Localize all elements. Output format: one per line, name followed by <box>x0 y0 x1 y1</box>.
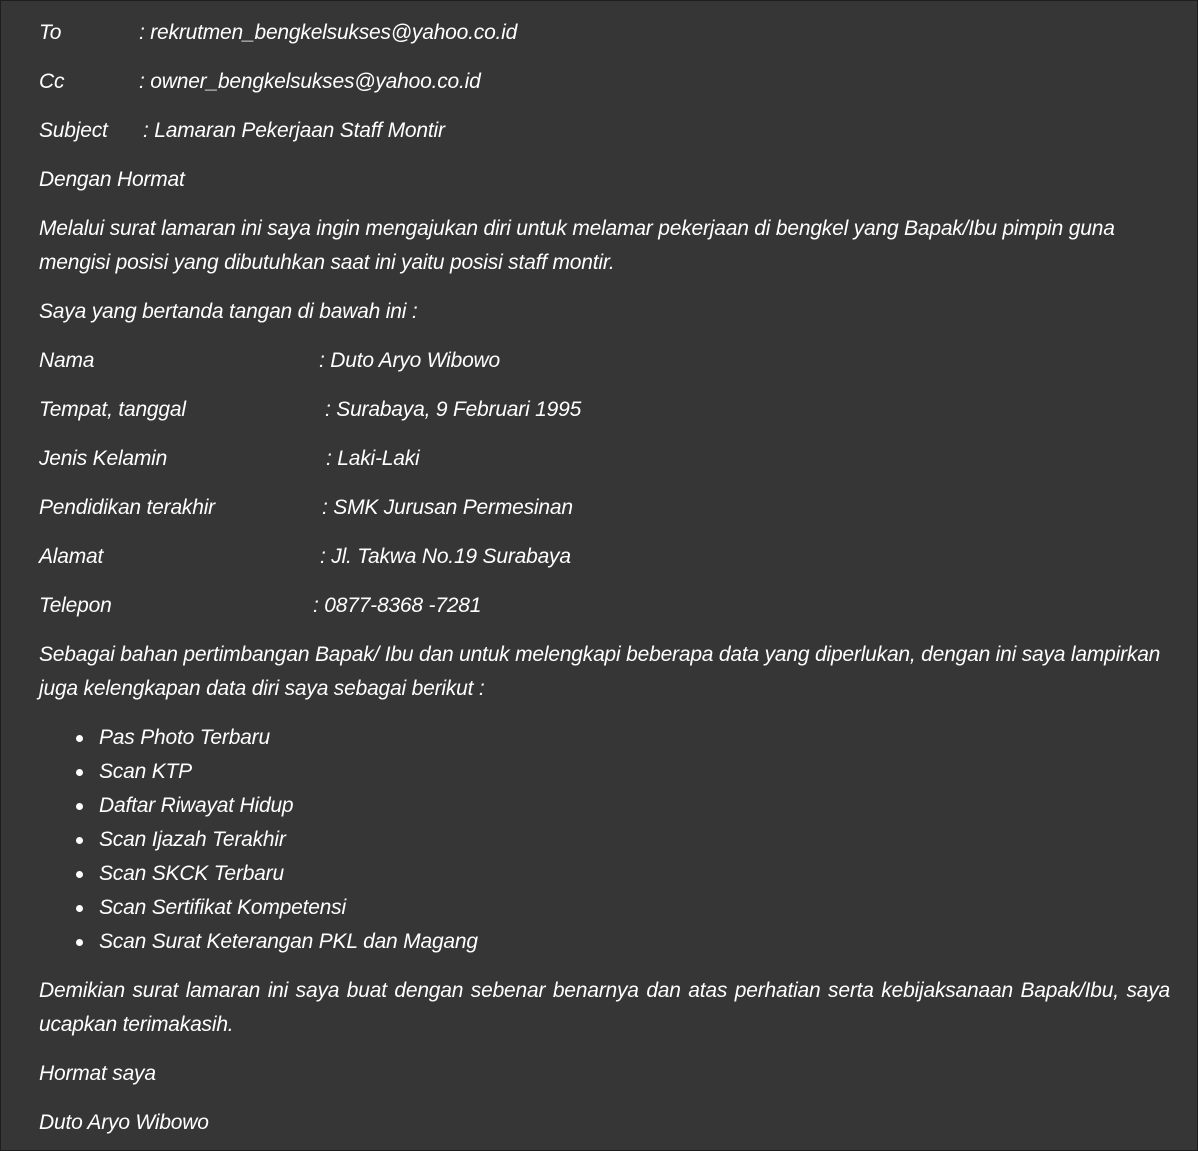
cc-value: : owner_bengkelsukses@yahoo.co.id <box>139 70 481 93</box>
telepon-value: : 0877-8368 -7281 <box>313 594 482 617</box>
jk-label: Jenis Kelamin <box>39 447 168 470</box>
list-item: Scan SKCK Terbaru <box>1 857 478 891</box>
cc-label: Cc <box>39 70 65 93</box>
pendidikan-label: Pendidikan terakhir <box>39 496 215 519</box>
list-item: Scan Ijazah Terakhir <box>1 823 478 857</box>
to-label: To <box>39 21 62 44</box>
telepon-label: Telepon <box>39 594 112 617</box>
alamat-value: : Jl. Takwa No.19 Surabaya <box>320 545 571 568</box>
signature-name: Duto Aryo Wibowo <box>39 1111 209 1134</box>
list-item: Daftar Riwayat Hidup <box>1 789 478 823</box>
list-item: Scan Surat Keterangan PKL dan Magang <box>1 925 478 959</box>
closing-paragraph: Demikian surat lamaran ini saya buat dengan sebenar benarnya dan atas perhatian serta kebijaksanaan Bapak/Ibu, saya ucapkan terimakasih. <box>39 979 1170 1036</box>
list-item: Scan Sertifikat Kompetensi <box>1 891 478 925</box>
list-item: Pas Photo Terbaru <box>1 721 478 755</box>
alamat-label: Alamat <box>39 545 104 568</box>
to-value: : rekrutmen_bengkelsukses@yahoo.co.id <box>139 21 518 44</box>
jk-value: : Laki-Laki <box>326 447 420 470</box>
identity-intro: Saya yang bertanda tangan di bawah ini : <box>39 300 418 323</box>
ttl-label: Tempat, tanggal <box>39 398 186 421</box>
subject-label: Subject <box>39 119 108 142</box>
attachments-list <box>1 721 478 959</box>
list-item: Scan KTP <box>1 755 478 789</box>
subject-value: : Lamaran Pekerjaan Staff Montir <box>143 119 445 142</box>
attachments-intro: Sebagai bahan pertimbangan Bapak/ Ibu dan untuk melengkapi beberapa data yang diperlukan, dengan ini saya lampirkan juga kelengkapan data diri saya sebagai berikut : <box>39 643 1161 700</box>
nama-value: : Duto Aryo Wibowo <box>319 349 501 372</box>
ttl-value: : Surabaya, 9 Februari 1995 <box>325 398 582 421</box>
pendidikan-value: : SMK Jurusan Permesinan <box>322 496 573 519</box>
signoff: Hormat saya <box>39 1062 156 1085</box>
intro-paragraph: Melalui surat lamaran ini saya ingin mengajukan diri untuk melamar pekerjaan di bengkel yang Bapak/Ibu pimpin guna mengisi posisi yang dibutuhkan saat ini yaitu posisi staff montir. <box>39 217 1115 274</box>
nama-label: Nama <box>39 349 95 372</box>
greeting: Dengan Hormat <box>39 168 185 191</box>
